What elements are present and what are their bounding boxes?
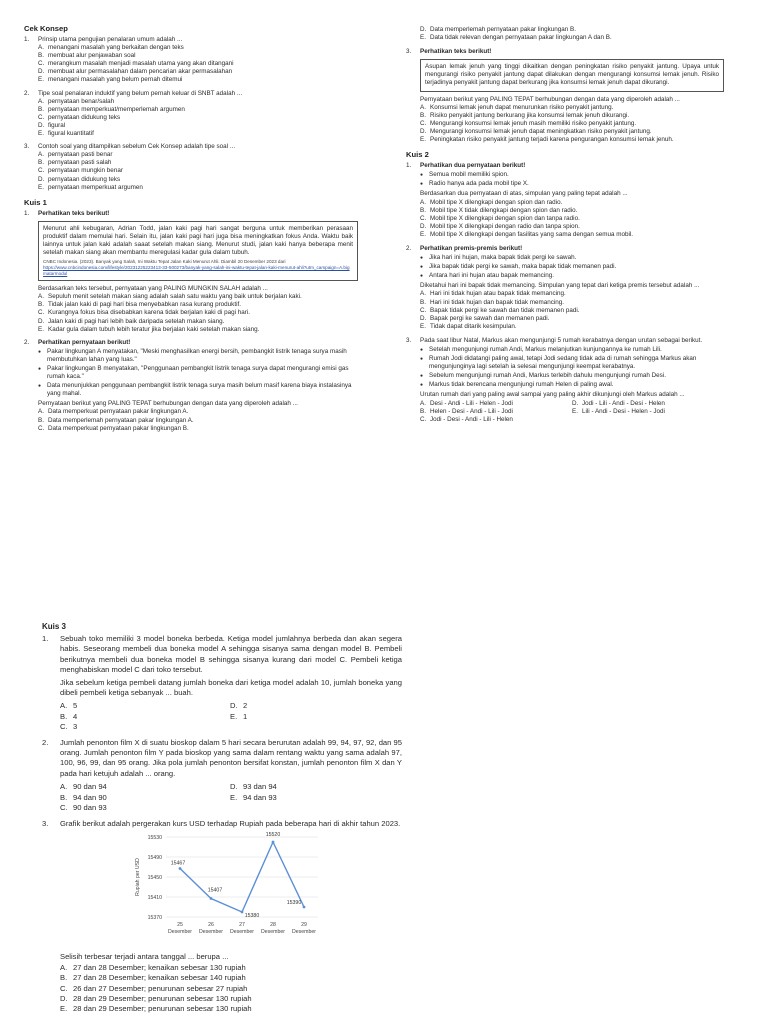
question-number: 2. <box>42 737 49 747</box>
option-text: Data memperkuat pernyataan pakar lingkungan B. <box>48 424 189 432</box>
answer-option[interactable] <box>38 106 358 114</box>
question-number: 1. <box>24 209 30 217</box>
answer-option[interactable] <box>38 318 358 326</box>
option-text: 94 dan 90 <box>73 792 107 802</box>
right-column <box>406 26 724 424</box>
option-letter: A. <box>38 293 44 301</box>
option-letter: E. <box>38 130 44 138</box>
data-label: 15380 <box>244 912 260 919</box>
question-prompt: Pernyataan berikut yang PALING TEPAT berhubungan dengan data yang diperoleh adalah ... <box>38 400 298 408</box>
option-text: Peningkatan risiko penyakit jantung terjadi karena pengurangan konsumsi lemak jenuh. <box>430 136 674 144</box>
option-letter: B. <box>60 711 68 721</box>
answer-option[interactable] <box>420 104 724 112</box>
answer-option[interactable] <box>38 159 358 167</box>
answer-option[interactable] <box>38 52 358 60</box>
question <box>406 245 724 253</box>
option-letter: B. <box>420 298 426 306</box>
answer-option[interactable] <box>38 417 358 425</box>
option-text: Kadar gula dalam tubuh lebih teratur jika berjalan kaki setelah makan siang. <box>48 325 260 333</box>
options <box>38 44 358 84</box>
question <box>24 90 358 98</box>
option-letter: E. <box>420 322 426 330</box>
question-heading: Perhatikan teks berikut! <box>38 209 110 217</box>
question-prompt: Diketahui hari ini bapak tidak memancing. Simpulan yang tepat dari ketiga premis tersebut adalah ... <box>420 282 700 290</box>
question <box>24 36 358 44</box>
option-text: 28 dan 29 Desember; penurunan sebesar 130 rupiah <box>73 993 252 1003</box>
question-text: Tipe soal penalaran induktif yang belum pernah keluar di SNBT adalah ... <box>38 89 243 97</box>
option-text: menangani masalah yang belum pernah ditemui <box>48 76 183 84</box>
option-text: Desi - Andi - Lili - Helen - Jodi <box>430 399 513 407</box>
option-text: pernyataan pasti benar <box>48 151 113 159</box>
question-number: 3. <box>24 143 30 151</box>
answer-option[interactable] <box>420 128 724 136</box>
answer-option[interactable] <box>420 207 724 215</box>
answer-option[interactable] <box>572 400 724 408</box>
passage-source: CNBC Indonesia. (2023). Banyak yang Salah, Ini Waktu Tepat Jalan Kaki Menurut Ahli. Diambil 20 Desember 2023 dari <box>43 259 286 265</box>
option-text: Jodi - Desi - Andi - Lili - Helen <box>430 415 513 423</box>
options <box>420 400 724 424</box>
question-number: 2. <box>406 244 412 252</box>
question-number: 2. <box>24 89 30 97</box>
x-tick-label: Desember <box>292 928 316 935</box>
option-letter: C. <box>38 60 45 68</box>
answer-option[interactable] <box>420 199 724 207</box>
answer-option[interactable] <box>420 26 724 34</box>
option-letter: B. <box>420 407 426 415</box>
option-letter: D. <box>38 121 45 129</box>
question-number: 1. <box>406 162 412 170</box>
option-text: 28 dan 29 Desember; penurunan sebesar 130 rupiah <box>73 1004 252 1014</box>
option-text: Bapak pergi ke sawah dan memanen padi. <box>430 314 550 322</box>
option-letter: E. <box>572 407 578 415</box>
x-tick-label: Desember <box>199 928 223 935</box>
answer-option[interactable] <box>60 973 402 983</box>
answer-option[interactable] <box>38 184 358 192</box>
answer-option[interactable] <box>230 793 400 803</box>
option-text: 4 <box>73 711 78 721</box>
answer-option[interactable] <box>420 315 724 323</box>
y-tick-label: 15410 <box>147 894 162 901</box>
option-letter: B. <box>38 301 44 309</box>
question <box>42 634 402 676</box>
answer-option[interactable] <box>60 994 402 1004</box>
bullet-item: ● Sebelum mengunjungi rumah Andi, Markus terlebih dahulu mengunjungi rumah Desi. <box>420 372 724 380</box>
options <box>60 701 402 732</box>
option-letter: E. <box>38 325 44 333</box>
option-text: 1 <box>243 711 248 721</box>
answer-option[interactable] <box>38 60 358 68</box>
question-number: 1. <box>24 36 30 43</box>
option-text: figural <box>48 121 66 129</box>
option-letter: A. <box>60 962 68 972</box>
option-letter: C. <box>420 306 427 314</box>
question-number: 2. <box>24 338 30 346</box>
option-text: Data tidak relevan dengan pernyataan pakar lingkungan A dan B. <box>430 34 612 42</box>
question-text: Grafik berikut adalah pergerakan kurs USD terhadap Rupiah pada beberapa hari di akhir tahun 2023. <box>60 818 401 828</box>
answer-option[interactable] <box>38 167 358 175</box>
answer-option[interactable] <box>230 701 400 711</box>
question-heading: Perhatikan dua pernyataan berikut! <box>420 162 526 170</box>
option-text: pernyataan pasti salah <box>48 159 112 167</box>
passage-box <box>420 59 724 91</box>
answer-option[interactable] <box>60 793 230 803</box>
option-text: pernyataan memperkuat argumen <box>48 183 143 191</box>
answer-option[interactable] <box>420 307 724 315</box>
answer-option[interactable] <box>60 722 230 732</box>
option-text: Konsumsi lemak jenuh dapat menurunkan risiko penyakit jantung. <box>430 103 614 111</box>
option-letter: A. <box>420 103 426 111</box>
answer-option[interactable] <box>38 293 358 301</box>
option-letter: C. <box>38 424 45 432</box>
y-axis-label: Rupiah per USD <box>135 858 141 896</box>
option-text: Mengurangi konsumsi lemak jenuh dapat meningkatkan risiko penyakit jantung. <box>430 127 652 135</box>
data-point <box>241 911 244 914</box>
question <box>42 819 402 829</box>
answer-option[interactable] <box>230 782 400 792</box>
answer-option[interactable] <box>60 782 230 792</box>
option-letter: B. <box>420 206 426 214</box>
answer-option[interactable] <box>420 120 724 128</box>
option-text: Mobil tipe X dilengkapi dengan spion dan radio. <box>430 198 563 206</box>
question-text: Prinsip utama pengujian penalaran umum adalah ... <box>38 36 183 43</box>
option-text: figural kuantitatif <box>48 130 94 138</box>
answer-option[interactable] <box>60 1004 402 1014</box>
bullet-item: ● Pakar lingkungan A menyatakan, "Meski menghasilkan energi bersih, pembangkit listrik tenaga surya masih membutuhkan lahan yang luas." <box>38 348 358 364</box>
option-letter: B. <box>38 52 44 60</box>
option-text: Lili - Andi - Desi - Helen - Jodi <box>582 407 665 415</box>
option-text: Data memperlemah pernyataan pakar lingkungan B. <box>430 26 576 33</box>
answer-option[interactable] <box>38 176 358 184</box>
question <box>24 210 358 218</box>
data-point <box>272 841 275 844</box>
section-title-kuis-2: Kuis 2 <box>406 150 429 160</box>
bullet-list <box>420 171 724 188</box>
options <box>420 290 724 330</box>
answer-option[interactable] <box>420 136 724 144</box>
option-letter: D. <box>60 993 68 1003</box>
option-text: 93 dan 94 <box>243 782 277 792</box>
bullet-item: ● Jika bapak tidak pergi ke sawah, maka bapak tidak memanen padi. <box>420 263 724 271</box>
option-text: 90 dan 93 <box>73 803 107 813</box>
option-text: Mengurangi konsumsi lemak jenuh masih memiliki risiko penyakit jantung. <box>430 119 637 127</box>
question-text: Pada saat libur Natal, Markus akan mengunjungi 5 rumah kerabatnya dengan urutan sebagai berikut. <box>420 336 703 344</box>
answer-option[interactable] <box>420 299 724 307</box>
option-letter: D. <box>572 399 579 407</box>
option-text: 94 dan 93 <box>243 792 277 802</box>
option-text: 3 <box>73 722 78 732</box>
question <box>24 339 358 347</box>
answer-option[interactable] <box>38 425 358 433</box>
option-text: Jalan kaki di pagi hari lebih baik daripada setelah makan siang. <box>48 317 225 325</box>
question-prompt: Jika sebelum ketiga pembeli datang jumlah boneka dari ketiga model adalah 10, jumlah boneka yang dibeli pembeli ketiga sebanyak ... buah. <box>60 677 402 698</box>
bullet-item: ● Semua mobil memiliki spion. <box>420 171 724 179</box>
section-title-kuis-3: Kuis 3 <box>42 622 67 631</box>
options <box>38 151 358 191</box>
option-text: pernyataan didukung teks <box>48 113 121 121</box>
question-prompt: Urutan rumah dari yang paling awal sampai yang paling akhir dikunjungi oleh Markus adalah ... <box>420 391 685 399</box>
option-letter: C. <box>38 113 45 121</box>
question-text: Sebuah toko memiliki 3 model boneka berbeda. Ketiga model jumlahnya berbeda dan akan segera habis. Seseorang membeli dua boneka model A sehingga sisanya sama dengan model B. Pembeli berikutnya membeli dua boneka model B sehingga sisanya kurang dari model C. Pembeli ketiga menghabiskan model C dari toko tersebut. <box>60 634 402 675</box>
x-tick-label: 26 <box>208 921 214 928</box>
answer-option[interactable] <box>38 114 358 122</box>
answer-option[interactable] <box>60 963 402 973</box>
answer-option[interactable] <box>38 309 358 317</box>
option-text: Sepuluh menit setelah makan siang adalah salah satu waktu yang baik untuk berjalan kaki. <box>48 293 302 301</box>
options <box>420 104 724 144</box>
option-text: Mobil tipe X dilengkapi dengan spion dan tanpa radio. <box>430 214 580 222</box>
option-letter: E. <box>60 1004 68 1014</box>
bullet-list <box>420 346 724 389</box>
option-letter: A. <box>420 399 426 407</box>
option-text: 2 <box>243 701 248 711</box>
answer-option[interactable] <box>38 76 358 84</box>
option-letter: E. <box>230 711 238 721</box>
option-text: 26 dan 27 Desember; penurunan sebesar 27 rupiah <box>73 983 248 993</box>
data-point <box>303 906 306 909</box>
x-tick-label: Desember <box>168 928 192 935</box>
answer-option[interactable] <box>38 301 358 309</box>
x-tick-label: 27 <box>239 921 245 928</box>
answer-option[interactable] <box>420 215 724 223</box>
option-text: pernyataan benar/salah <box>48 97 115 105</box>
option-letter: D. <box>230 782 238 792</box>
answer-option[interactable] <box>60 701 230 711</box>
answer-option[interactable] <box>230 712 400 722</box>
bullet-list <box>420 254 724 280</box>
question <box>24 143 358 151</box>
question-number: 1. <box>42 634 49 643</box>
option-letter: B. <box>38 159 44 167</box>
option-letter: E. <box>38 76 44 84</box>
option-text: 27 dan 28 Desember; kenaikan sebesar 130 rupiah <box>73 962 246 972</box>
option-letter: C. <box>38 167 45 175</box>
question <box>406 337 724 345</box>
option-text: pernyataan memperkuat/memperlemah argumen <box>48 105 185 113</box>
x-tick-label: 29 <box>301 921 307 928</box>
option-text: Mobil tipe X tidak dilengkapi dengan spion dan radio. <box>430 206 578 214</box>
question <box>42 738 402 780</box>
data-label: 15467 <box>170 860 186 867</box>
answer-option[interactable] <box>420 323 724 331</box>
bullet-item: ● Markus tidak berencana mengunjungi rumah Helen di paling awal. <box>420 381 724 389</box>
option-letter: D. <box>38 68 45 76</box>
question <box>406 48 724 56</box>
answer-option[interactable] <box>60 984 402 994</box>
option-text: merangkum masalah menjadi masalah utama yang akan ditangani <box>48 60 234 68</box>
option-letter: B. <box>38 416 44 424</box>
option-letter: D. <box>420 222 427 230</box>
option-letter: D. <box>38 317 45 325</box>
option-letter: A. <box>420 290 426 298</box>
option-letter: D. <box>38 175 45 183</box>
option-letter: C. <box>420 214 427 222</box>
question-heading: Perhatikan premis-premis berikut! <box>420 244 523 252</box>
answer-option[interactable] <box>420 223 724 231</box>
bullet-item: ● Pakar lingkungan B menyatakan, "Penggunaan pembangkit listrik tenaga surya dapat mengurangi emisi gas rumah kaca." <box>38 365 358 381</box>
question-number: 3. <box>42 818 49 828</box>
option-letter: D. <box>420 314 427 322</box>
data-point <box>210 897 213 900</box>
option-letter: C. <box>60 983 68 993</box>
option-text: Helen - Desi - Andi - Lili - Jodi <box>430 407 513 415</box>
option-letter: B. <box>60 792 68 802</box>
option-letter: C. <box>38 309 45 317</box>
option-text: membuat alur permasalahan dalam pencarian akar permasalahan <box>48 68 233 76</box>
answer-option[interactable] <box>420 231 724 239</box>
options <box>38 293 358 333</box>
answer-option[interactable] <box>38 44 358 52</box>
option-text: Mobil tipe X dilengkapi dengan radio dan tanpa spion. <box>430 222 580 230</box>
answer-option[interactable] <box>38 130 358 138</box>
option-letter: E. <box>38 183 44 191</box>
answer-option[interactable] <box>420 408 572 416</box>
option-text: Bapak tidak pergi ke sawah dan tidak memanen padi. <box>430 306 580 314</box>
x-tick-label: Desember <box>261 928 285 935</box>
question-prompt: Selisih terbesar terjadi antara tanggal ... berupa ... <box>60 952 229 962</box>
option-letter: A. <box>38 408 44 416</box>
passage-box <box>38 221 358 281</box>
option-letter: A. <box>38 151 44 159</box>
answer-option[interactable] <box>38 326 358 334</box>
x-tick-label: Desember <box>230 928 254 935</box>
answer-option[interactable] <box>420 400 572 408</box>
y-tick-label: 15450 <box>147 874 162 881</box>
options <box>60 782 402 813</box>
answer-option[interactable] <box>38 98 358 106</box>
option-letter: C. <box>60 803 68 813</box>
passage-text: Asupan lemak jenuh yang tinggi dikaitkan dengan peningkatan risiko penyakit jantung. Upaya untuk mengurangi risiko penyakit jantung dapat dilakukan dengan mengurangi konsumsi lemak jenuh. Risiko terjadinya penyakit jantung dapat berkurang jika konsumsi lemak jenuh dapat dikurangi. <box>425 63 719 87</box>
bullet-item: ● Data menunjukkan penggunaan pembangkit listrik tenaga surya masih belum masif karena biaya instalasinya yang mahal. <box>38 382 358 398</box>
option-text: 90 dan 94 <box>73 782 107 792</box>
option-text: Tidak dapat ditarik kesimpulan. <box>430 322 517 330</box>
option-letter: E. <box>420 136 426 144</box>
option-letter: A. <box>38 44 44 52</box>
question-prompt: Berdasarkan dua pernyataan di atas, simpulan yang paling tepat adalah ... <box>420 190 628 198</box>
answer-option[interactable] <box>420 112 724 120</box>
left-column <box>24 24 358 433</box>
x-tick-label: 25 <box>177 921 183 928</box>
option-text: Tidak jalan kaki di pagi hari bisa menyebabkan rasa kurang produktif. <box>48 301 241 309</box>
answer-option[interactable] <box>572 408 724 416</box>
option-text: Jodi - Lili - Andi - Desi - Helen <box>582 399 665 407</box>
option-text: Mobil tipe X dilengkapi dengan fasilitas yang sama dengan semua mobil. <box>430 230 634 238</box>
answer-option[interactable] <box>38 408 358 416</box>
y-tick-label: 15370 <box>147 914 162 921</box>
option-text: Data memperkuat pernyataan pakar lingkungan A. <box>48 408 189 416</box>
answer-option[interactable] <box>420 290 724 298</box>
answer-option[interactable] <box>60 712 230 722</box>
option-text: Hari ini tidak hujan atau bapak tidak memancing. <box>430 290 566 298</box>
question-prompt: Pernyataan berikut yang PALING TEPAT berhubungan dengan data yang diperoleh adalah ... <box>420 95 680 103</box>
option-letter: A. <box>420 198 426 206</box>
option-text: Kurangnya fokus bisa disebabkan karena tidak berjalan kaki di pagi hari. <box>48 309 250 317</box>
bullet-item: ● Antara hari ini hujan atau bapak memancing. <box>420 272 724 280</box>
option-text: pernyataan mungkin benar <box>48 167 123 175</box>
answer-option[interactable] <box>60 803 230 813</box>
y-tick-label: 15490 <box>147 854 162 861</box>
option-text: Data memperlemah pernyataan pakar lingkungan A. <box>48 416 194 424</box>
option-text: membuat alur penjawaban soal <box>48 52 136 60</box>
bullet-item: ● Radio hanya ada pada mobil tipe X. <box>420 180 724 188</box>
question-number: 3. <box>406 336 412 344</box>
options <box>420 26 724 42</box>
answer-option[interactable] <box>38 68 358 76</box>
option-letter: C. <box>60 722 68 732</box>
bullet-list <box>38 348 358 399</box>
option-text: menangani masalah yang berkaitan dengan teks <box>48 44 184 52</box>
option-letter: D. <box>420 26 427 33</box>
option-letter: A. <box>60 782 68 792</box>
data-label: 15407 <box>207 887 223 894</box>
option-text: pernyataan didukung teks <box>48 175 121 183</box>
option-letter: E. <box>420 34 426 42</box>
options <box>38 408 358 432</box>
options <box>60 963 402 1015</box>
option-letter: C. <box>420 119 427 127</box>
source-link[interactable]: https://www.cnbcindonesia.com/lifestyle/20231225223413-33-500273/banyak-yang-salah-ini-waktu-tepat-jalan-kaki-menurut-ahli?utm_campaign=A.bigmatarmodul <box>43 265 350 277</box>
option-letter: C. <box>420 415 427 423</box>
question <box>406 162 724 170</box>
option-letter: D. <box>230 701 238 711</box>
question-number: 3. <box>406 48 412 56</box>
question-text: Jumlah penonton film X di suatu bioskop dalam 5 hari secara berurutan adalah 99, 94, 97, 92, dan 95 orang. Jumlah penonton film Y pada bioskop yang sama dalam rentang waktu yang sama adalah 97, 100, 96, 99, dan 95 orang. Jika pola jumlah penonton bersifat konstan, jumlah penonton film X dan Y pada hari ketujuh adalah ... orang. <box>60 737 402 778</box>
option-letter: E. <box>420 230 426 238</box>
question-text: Contoh soal yang ditampilkan sebelum Cek Konsep adalah tipe soal ... <box>38 143 236 151</box>
data-point <box>179 867 182 870</box>
option-text: Risiko penyakit jantung berkurang jika konsumsi lemak jenuh dikurangi. <box>430 111 630 119</box>
option-text: 27 dan 28 Desember; kenaikan sebesar 140 rupiah <box>73 973 246 983</box>
option-text: Hari ini tidak hujan dan bapak tidak memancing. <box>430 298 565 306</box>
option-letter: B. <box>420 111 426 119</box>
option-letter: A. <box>60 701 68 711</box>
option-letter: A. <box>38 97 44 105</box>
kuis3-section <box>42 622 402 1015</box>
options <box>38 98 358 138</box>
data-label: 15390 <box>286 899 302 906</box>
option-letter: B. <box>60 973 68 983</box>
data-label: 15520 <box>265 831 281 838</box>
answer-option[interactable] <box>38 151 358 159</box>
answer-option[interactable] <box>420 34 724 42</box>
answer-option[interactable] <box>420 416 572 424</box>
option-text: 5 <box>73 701 78 711</box>
section-title-cek-konsep: Cek Konsep <box>24 24 68 33</box>
bullet-item: ● Jika hari ini hujan, maka bapak tidak pergi ke sawah. <box>420 254 724 262</box>
passage-text: Menurut ahli kebugaran, Adrian Todd, jalan kaki pagi hari sangat bergunа untuk memberikan perasaan produktif dalam memulai hari. Selain itu, jalan kaki pagi hari juga bisa meningkatkan fokus Anda. Waktu baik lainnya untuk jalan kaki adalah saaat setelah makan siang. Menurut studi, jalan kaki hanya beberapa menit setelah makan siang akan membantu meregulasi kadar gula dalam tubuh. <box>43 224 353 257</box>
question-prompt: Berdasarkan teks tersebut, pernyataan yang PALING MUNGKIN SALAH adalah ... <box>38 285 268 293</box>
section-title-kuis-1: Kuis 1 <box>24 197 47 207</box>
question-heading: Perhatikan pernyataan berikut! <box>38 338 131 346</box>
bullet-item: ● Rumah Jodi didatangi paling awal, tetapi Jodi sedang tidak ada di rumah sehingga Markus akan mengunjunginya lagi setelah ia selesai mengunjungi keempat kerabatnya. <box>420 355 724 371</box>
option-letter: D. <box>420 127 427 135</box>
x-tick-label: 28 <box>270 921 276 928</box>
answer-option[interactable] <box>38 122 358 130</box>
question-heading: Perhatikan teks berikut! <box>420 48 492 56</box>
bullet-item: ● Setelah mengunjungi rumah Andi, Markus melanjutkan kunjungannya ke rumah Lili. <box>420 346 724 354</box>
options <box>420 199 724 239</box>
y-tick-label: 15530 <box>147 834 162 841</box>
exchange-rate-chart <box>124 831 402 952</box>
option-letter: B. <box>38 105 44 113</box>
option-letter: E. <box>230 792 238 802</box>
line-chart-svg <box>124 831 324 949</box>
